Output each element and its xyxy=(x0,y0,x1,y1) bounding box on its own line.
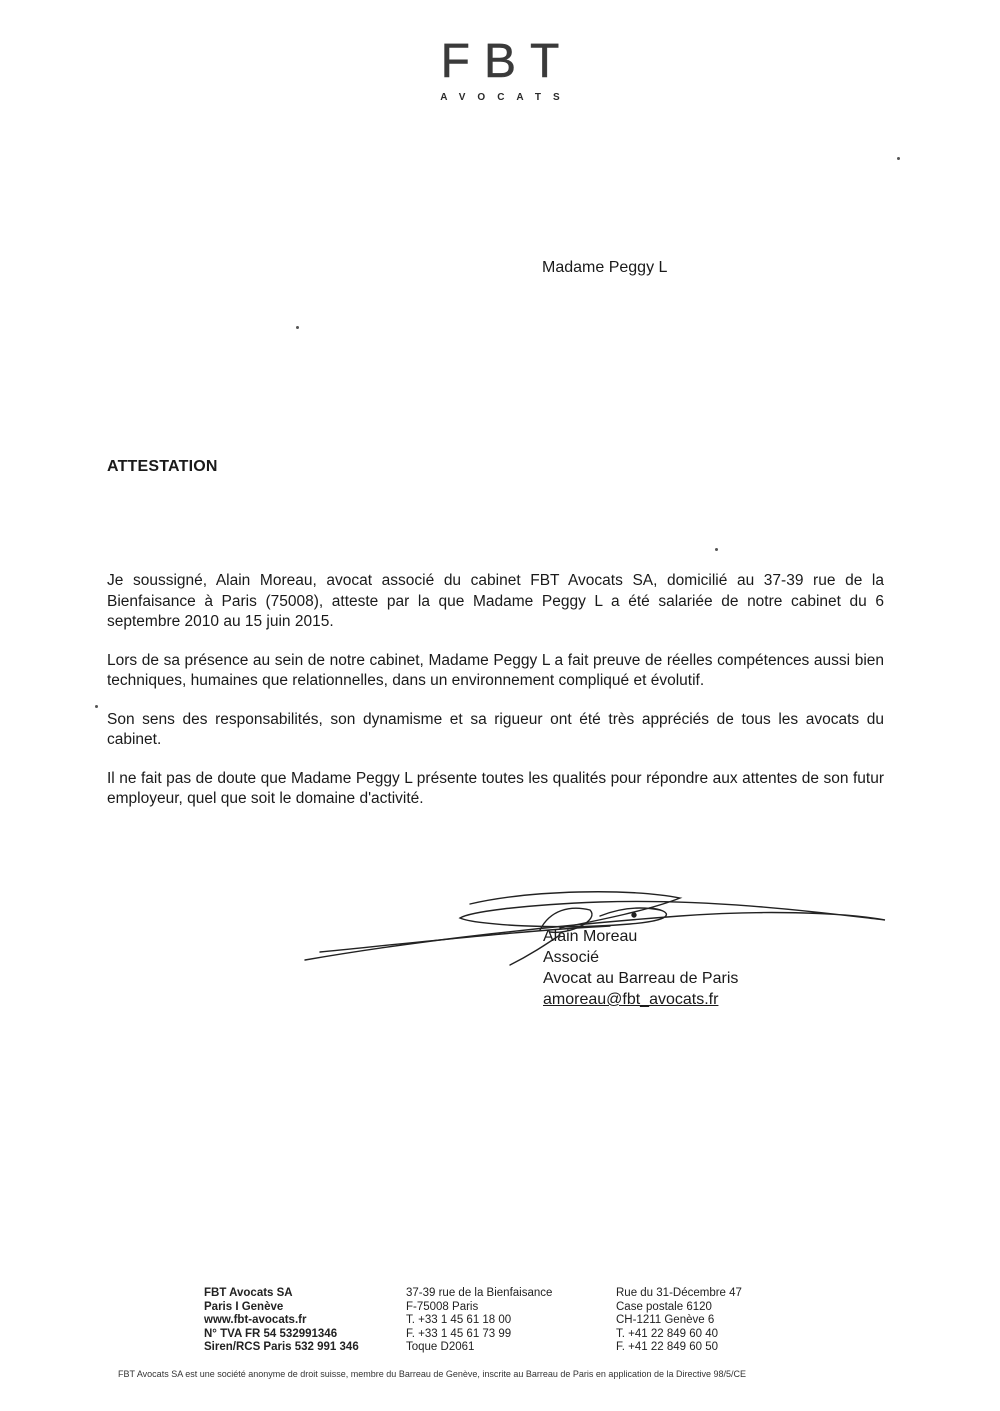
signatory-email[interactable]: amoreau@fbt_avocats.fr xyxy=(543,991,719,1008)
scan-speck xyxy=(296,326,299,329)
signatory-role: Associé xyxy=(543,949,600,966)
scan-speck xyxy=(95,705,98,708)
paragraph: Son sens des responsabilités, son dynamisme et sa rigueur ont été très appréciés de tous les avocats du cabinet. xyxy=(107,710,884,748)
logo-subtitle: AVOCATS xyxy=(440,92,572,103)
logo-name: FBT xyxy=(440,35,574,88)
footer-line: F. +41 22 849 60 50 xyxy=(616,1341,718,1353)
footer-line: T. +41 22 849 60 40 xyxy=(616,1327,718,1340)
scan-speck xyxy=(897,157,900,160)
footer-line: T. +33 1 45 61 18 00 xyxy=(406,1314,512,1326)
footer-line: FBT Avocats SA xyxy=(204,1287,293,1299)
footer-line: CH-1211 Genève 6 xyxy=(616,1314,715,1326)
legal-notice: FBT Avocats SA est une société anonyme de droit suisse, membre du Barreau de Genève, inscrite au Barreau de Paris en application de la Directive 98/5/CE xyxy=(118,1369,747,1379)
footer-line: Toque D2061 xyxy=(406,1341,475,1353)
footer-paris-address xyxy=(406,1287,552,1355)
company-logo xyxy=(400,35,600,103)
footer-line: F-75008 Paris xyxy=(406,1300,479,1313)
signature-block xyxy=(543,926,738,1010)
letter-body xyxy=(107,571,884,828)
footer-line: Rue du 31-Décembre 47 xyxy=(616,1287,742,1299)
footer-line: 37-39 rue de la Bienfaisance xyxy=(406,1287,553,1299)
footer-website[interactable]: www.fbt-avocats.fr xyxy=(204,1314,307,1326)
paragraph: Il ne fait pas de doute que Madame Peggy L présente toutes les qualités pour répondre aux attentes de son futur employeur, quel que soit le domaine d'activité. xyxy=(107,769,884,807)
scan-speck xyxy=(715,548,718,551)
footer-line: Case postale 6120 xyxy=(616,1300,712,1313)
paragraph: Lors de sa présence au sein de notre cabinet, Madame Peggy L a fait preuve de réelles compétences aussi bien techniques, humaines que relationnelles, dans un environnement compliqué et évolutif. xyxy=(107,651,884,689)
document-title: ATTESTATION xyxy=(107,458,218,475)
footer-line: F. +33 1 45 61 73 99 xyxy=(406,1327,512,1340)
footer-line: Paris I Genève xyxy=(204,1300,284,1313)
footer-line: Siren/RCS Paris 532 991 346 xyxy=(204,1341,359,1353)
signatory-name: Alain Moreau xyxy=(543,928,638,945)
paragraph: Je soussigné, Alain Moreau, avocat associé du cabinet FBT Avocats SA, domicilié au 37-39 rue de la Bienfaisance à Paris (75008), atteste par la que Madame Peggy L a été salariée de notre cabinet du 6 septembre 2010 au 15 juin 2015. xyxy=(107,572,884,630)
footer-company xyxy=(204,1287,359,1355)
recipient: Madame Peggy L xyxy=(542,259,668,276)
footer-geneve-address xyxy=(616,1287,742,1355)
signatory-bar: Avocat au Barreau de Paris xyxy=(543,970,739,987)
footer-line: N° TVA FR 54 532991346 xyxy=(204,1327,338,1340)
